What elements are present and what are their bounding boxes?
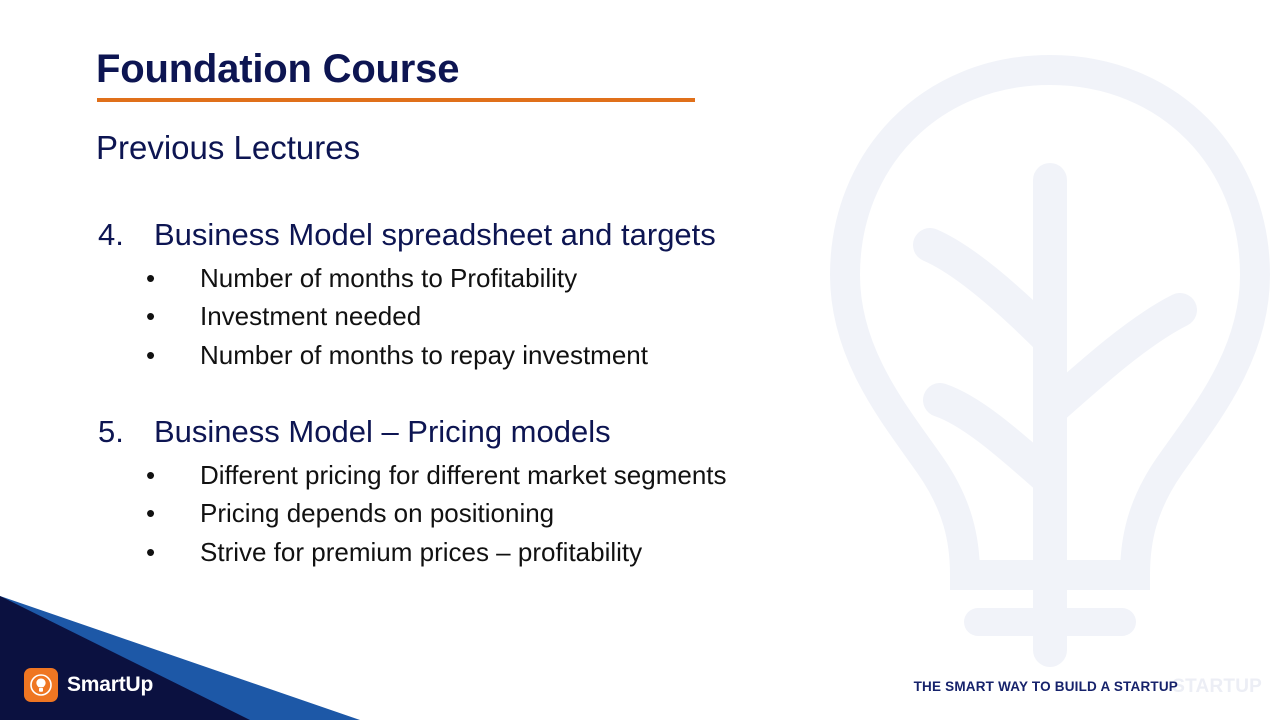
title-underline bbox=[97, 98, 695, 102]
item-heading: Business Model – Pricing models bbox=[154, 414, 611, 450]
list-item-label: Different pricing for different market segments bbox=[200, 459, 727, 490]
bullet-list bbox=[96, 259, 926, 374]
bullet-dot-icon: • bbox=[146, 339, 156, 370]
logo bbox=[24, 668, 153, 702]
list-item bbox=[96, 259, 926, 297]
list-item bbox=[96, 494, 926, 532]
numbered-item bbox=[96, 412, 926, 452]
bullet-dot-icon: • bbox=[146, 262, 156, 293]
item-number: 5. bbox=[98, 414, 124, 450]
list-item-label: Number of months to Profitability bbox=[200, 262, 578, 293]
list-item bbox=[96, 456, 926, 494]
logo-text: SmartUp bbox=[67, 673, 154, 696]
list-item-label: Investment needed bbox=[200, 301, 422, 332]
tagline: THE SMART WAY TO BUILD A STARTUP bbox=[913, 679, 1178, 694]
list-item-label: Strive for premium prices – profitability bbox=[200, 536, 643, 567]
slide-subtitle: Previous Lectures bbox=[96, 129, 361, 166]
list-item bbox=[96, 297, 926, 335]
page-title: Foundation Course bbox=[96, 47, 460, 91]
bullet-dot-icon: • bbox=[146, 459, 156, 490]
bullet-dot-icon: • bbox=[146, 301, 156, 332]
numbered-item bbox=[96, 215, 926, 255]
content-list bbox=[96, 215, 926, 571]
bullet-list bbox=[96, 456, 926, 571]
list-item bbox=[96, 336, 926, 374]
smartup-bulb-icon bbox=[24, 668, 58, 702]
list-item-label: Pricing depends on positioning bbox=[200, 498, 555, 529]
list-item-label: Number of months to repay investment bbox=[200, 339, 648, 370]
watermark-text: STARTUP bbox=[1172, 676, 1262, 697]
list-item bbox=[96, 533, 926, 571]
item-heading: Business Model spreadsheet and targets bbox=[154, 217, 716, 252]
item-number: 4. bbox=[98, 217, 124, 252]
bullet-dot-icon: • bbox=[146, 536, 156, 567]
section-spacer bbox=[96, 374, 926, 412]
bullet-dot-icon: • bbox=[146, 498, 156, 529]
